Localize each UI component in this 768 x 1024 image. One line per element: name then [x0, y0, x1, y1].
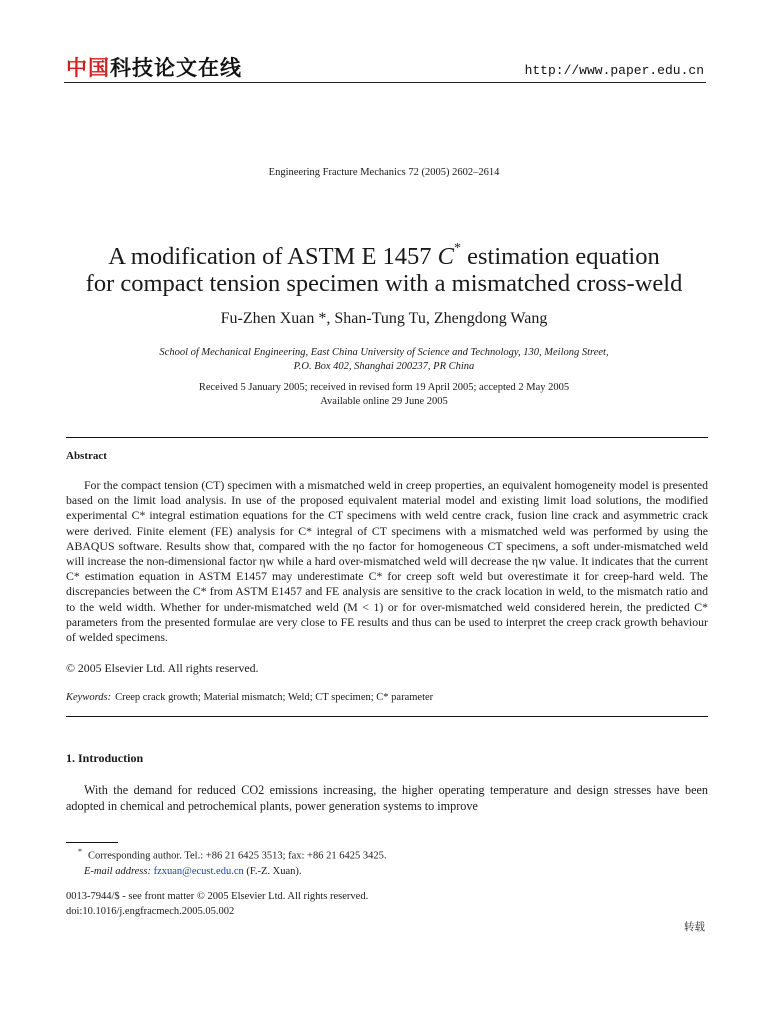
- banner-divider: [64, 82, 706, 83]
- affiliation-line-2: P.O. Box 402, Shanghai 200237, PR China: [293, 361, 475, 372]
- abstract-bottom-rule: [66, 716, 708, 717]
- title-line1-b: estimation equation: [461, 243, 660, 271]
- title-c-symbol: C: [437, 243, 455, 271]
- abstract-top-rule: [66, 437, 708, 438]
- affiliation: [60, 346, 708, 374]
- abstract-copyright: © 2005 Elsevier Ltd. All rights reserved.: [66, 661, 259, 675]
- email-link[interactable]: fzxuan@ecust.edu.cn: [153, 865, 244, 877]
- keywords: [66, 692, 433, 703]
- journal-line: Engineering Fracture Mechanics 72 (2005) 2602–2614: [268, 167, 500, 178]
- logo-black-text: 科技论文在线: [110, 56, 242, 80]
- title-line-2: for compact tension specimen with a mismatched cross-weld: [85, 270, 683, 298]
- keywords-text: Creep crack growth; Material mismatch; Weld; CT specimen; C* parameter: [115, 692, 434, 703]
- footnote-rule: [66, 842, 118, 843]
- footnote: [66, 844, 386, 879]
- title-line-1: [60, 238, 708, 270]
- abstract-text: For the compact tension (CT) specimen with a mismatched weld in creep properties, an equivalent homogeneity model is presented based on the limit load analysis. In use of the proposed equivalent material model and existing limit load solutions, the modified experimental C* integral estimation equations for the CT specimens with weld centre crack, fusion line crack and asymmetric crack were derived. Finite element (FE) analysis for C* integral of CT specimens with a mismatched weld was performed by using the ABAQUS software. Results show that, compared with the ηo factor for homogeneous CT specimens, a soft under-mismatched weld will increase the non-dimensional factor ηw while a hard over-mismatched weld will decrease the ηw value. It indicates that the current C* estimation equation in ASTM E1457 may underestimate C* for creep soft weld but overestimate it for creep-hard weld. The discrepancies between the C* from ASTM E1457 and FE analysis are sensitive to the crack location in weld, to the mismatch ratio and to the weld width. Whether for under-mismatched weld (M < 1) or for over-mismatched weld considered herein, the predicted C* parameters from the presented formulae are very close to FE results and thus can be used to interpret the creep crack growth behaviour of welded specimens.: [66, 478, 708, 645]
- introduction-text: With the demand for reduced CO2 emissions increasing, the higher operating temperature and design stresses have been adopted in chemical and petrochemical plants, power generation systems to improve: [66, 783, 708, 813]
- dates: [60, 381, 708, 409]
- logo-red-text: 中国: [66, 56, 110, 80]
- paper-title: [60, 238, 708, 297]
- banner-url[interactable]: http://www.paper.edu.cn: [524, 63, 704, 78]
- title-superscript: *: [454, 241, 462, 256]
- issn-line: 0013-7944/$ - see front matter © 2005 Elsevier Ltd. All rights reserved.: [66, 891, 369, 902]
- title-line1-a: A modification of ASTM E 1457: [108, 243, 438, 271]
- footnote-mark: *: [78, 847, 82, 856]
- email-label: E-mail address:: [84, 865, 151, 877]
- affiliation-line-1: School of Mechanical Engineering, East China University of Science and Technology, 130, Meilong Street,: [159, 347, 609, 358]
- introduction-heading: 1. Introduction: [66, 751, 144, 765]
- footnote-line-1: [66, 844, 386, 864]
- issn-block: [66, 889, 368, 919]
- banner-logo: [66, 52, 242, 82]
- authors: Fu-Zhen Xuan *, Shan-Tung Tu, Zhengdong Wang: [220, 310, 548, 327]
- abstract-heading: Abstract: [66, 450, 107, 462]
- email-suffix: (F.-Z. Xuan).: [246, 865, 302, 877]
- received-line: Received 5 January 2005; received in revised form 19 April 2005; accepted 2 May 2005: [198, 382, 570, 393]
- repost-label: 转载: [684, 921, 705, 933]
- online-line: Available online 29 June 2005: [320, 396, 448, 407]
- keywords-label: Keywords:: [66, 692, 112, 703]
- doi-line: doi:10.1016/j.engfracmech.2005.05.002: [66, 906, 235, 917]
- footnote-line-2: [66, 864, 386, 879]
- footnote-corresponding: Corresponding author. Tel.: +86 21 6425 3513; fax: +86 21 6425 3425.: [88, 850, 387, 862]
